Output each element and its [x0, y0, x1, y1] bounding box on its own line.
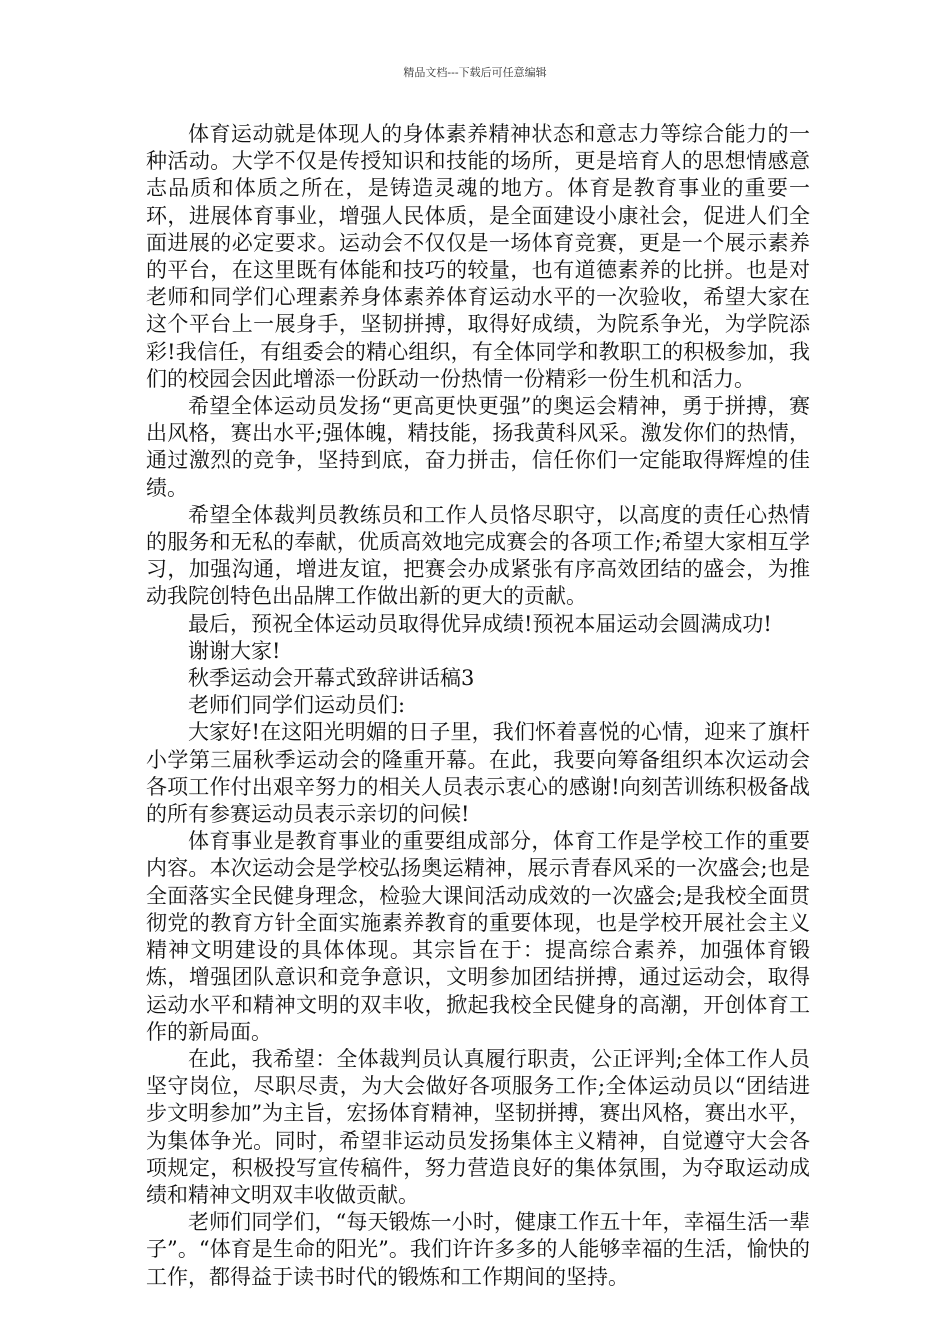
paragraph: 希望全体裁判员教练员和工作人员恪尽职守，以高度的责任心热情的服务和无私的奉献，优质高效地完成赛会的各项工作;希望大家相互学习，加强沟通，增进友谊，把赛会办成紧张有序高效团结的盛会，为推动我院创特色出品牌工作做出新的更大的贡献。	[146, 502, 810, 609]
section-title: 秋季运动会开幕式致辞讲话稿3	[188, 666, 475, 691]
salutation: 老师们同学们运动员们:	[188, 693, 406, 718]
paragraph: 大家好!在这阳光明媚的日子里，我们怀着喜悦的心情，迎来了旗杆小学第三届秋季运动会的隆重开幕。在此，我要向筹备组织本次运动会各项工作付出艰辛努力的相关人员表示衷心的感谢!向刻苦训练积极备战的所有参赛运动员表示亲切的问候!	[146, 720, 810, 827]
document-body	[146, 121, 810, 1291]
page-header: 精品文档---下载后可任意编辑	[403, 66, 547, 79]
paragraph: 希望全体运动员发扬“更高更快更强”的奥运会精神，勇于拼搏，赛出风格，赛出水平;强体魄，精技能，扬我黄科风采。激发你们的热情，通过激烈的竞争，坚持到底，奋力拼击，信任你们一定能取得辉煌的佳绩。	[146, 394, 810, 500]
paragraph: 老师们同学们，“每天锻炼一小时，健康工作五十年，幸福生活一辈子”。“体育是生命的阳光”。我们许许多多的人能够幸福的生活，愉快的工作，都得益于读书时代的锻炼和工作期间的坚持。	[146, 1210, 810, 1289]
paragraph: 体育运动就是体现人的身体素养精神状态和意志力等综合能力的一种活动。大学不仅是传授知识和技能的场所，更是培育人的思想情感意志品质和体质之所在，是铸造灵魂的地方。体育是教育事业的重要一环，进展体育事业，增强人民体质，是全面建设小康社会，促进人们全面进展的必定要求。运动会不仅仅是一场体育竞赛，更是一个展示素养的平台，在这里既有体能和技巧的较量，也有道德素养的比拼。也是对老师和同学们心理素养身体素养体育运动水平的一次验收，希望大家在这个平台上一展身手，坚韧拼搏，取得好成绩，为院系争光，为学院添彩!我信任，有组委会的精心组织，有全体同学和教职工的积极参加，我们的校园会因此增添一份跃动一份热情一份精彩一份生机和活力。	[146, 122, 810, 391]
paragraph: 最后，预祝全体运动员取得优异成绩!预祝本届运动会圆满成功!	[188, 611, 772, 636]
paragraph: 谢谢大家!	[188, 638, 281, 663]
paragraph: 体育事业是教育事业的重要组成部分，体育工作是学校工作的重要内容。本次运动会是学校弘扬奥运精神，展示青春风采的一次盛会;也是全面落实全民健身理念，检验大课间活动成效的一次盛会;是我校全面贯彻党的教育方针全面实施素养教育的重要体现，也是学校开展社会主义精神文明建设的具体体现。其宗旨在于：提高综合素养，加强体育锻炼，增强团队意识和竞争意识，文明参加团结拼搏，通过运动会，取得运动水平和精神文明的双丰收，掀起我校全民健身的高潮，开创体育工作的新局面。	[146, 829, 810, 1044]
paragraph: 在此，我希望：全体裁判员认真履行职责，公正评判;全体工作人员坚守岗位，尽职尽责，为大会做好各项服务工作;全体运动员以“团结进步文明参加”为主旨，宏扬体育精神，坚韧拼搏，赛出风格，赛出水平，为集体争光。同时，希望非运动员发扬集体主义精神，自觉遵守大会各项规定，积极投写宣传稿件，努力营造良好的集体氛围，为夺取运动成绩和精神文明双丰收做贡献。	[146, 1046, 810, 1207]
